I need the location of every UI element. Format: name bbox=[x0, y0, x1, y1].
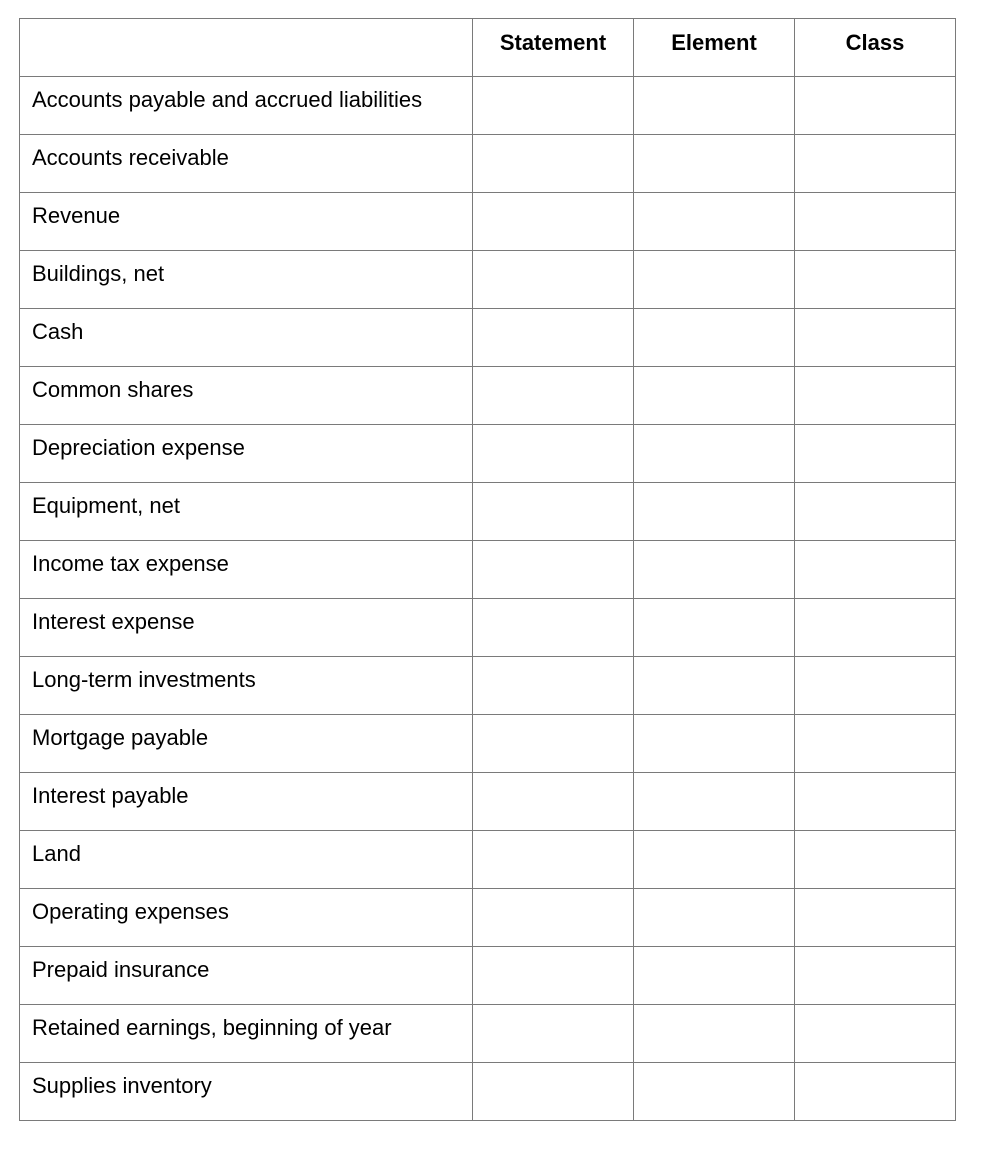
class-cell[interactable] bbox=[795, 251, 956, 309]
account-label: Supplies inventory bbox=[32, 1073, 212, 1098]
table-row bbox=[20, 193, 956, 251]
statement-cell[interactable] bbox=[473, 831, 634, 889]
element-cell[interactable] bbox=[634, 831, 795, 889]
statement-cell[interactable] bbox=[473, 889, 634, 947]
table-row bbox=[20, 425, 956, 483]
header-statement bbox=[473, 19, 634, 77]
class-cell[interactable] bbox=[795, 773, 956, 831]
element-cell[interactable] bbox=[634, 77, 795, 135]
element-cell[interactable] bbox=[634, 1005, 795, 1063]
account-cell bbox=[20, 773, 473, 831]
table-row bbox=[20, 831, 956, 889]
statement-cell[interactable] bbox=[473, 1005, 634, 1063]
account-label: Prepaid insurance bbox=[32, 957, 210, 982]
account-cell bbox=[20, 1063, 473, 1121]
class-cell[interactable] bbox=[795, 657, 956, 715]
element-cell[interactable] bbox=[634, 889, 795, 947]
statement-cell[interactable] bbox=[473, 135, 634, 193]
table-row bbox=[20, 1005, 956, 1063]
element-cell[interactable] bbox=[634, 367, 795, 425]
account-cell bbox=[20, 599, 473, 657]
header-account bbox=[20, 19, 473, 77]
class-cell[interactable] bbox=[795, 541, 956, 599]
statement-cell[interactable] bbox=[473, 657, 634, 715]
account-cell bbox=[20, 135, 473, 193]
account-cell bbox=[20, 657, 473, 715]
statement-cell[interactable] bbox=[473, 425, 634, 483]
account-cell bbox=[20, 251, 473, 309]
classification-table bbox=[19, 18, 956, 1121]
class-cell[interactable] bbox=[795, 889, 956, 947]
element-cell[interactable] bbox=[634, 135, 795, 193]
account-cell bbox=[20, 367, 473, 425]
table-row bbox=[20, 599, 956, 657]
table-row bbox=[20, 251, 956, 309]
table-row bbox=[20, 77, 956, 135]
header-account-label bbox=[20, 19, 472, 30]
class-cell[interactable] bbox=[795, 831, 956, 889]
statement-cell[interactable] bbox=[473, 309, 634, 367]
account-cell bbox=[20, 831, 473, 889]
table-row bbox=[20, 1063, 956, 1121]
statement-cell[interactable] bbox=[473, 715, 634, 773]
header-element-label: Element bbox=[671, 30, 757, 55]
statement-cell[interactable] bbox=[473, 193, 634, 251]
element-cell[interactable] bbox=[634, 715, 795, 773]
table-row bbox=[20, 483, 956, 541]
account-cell bbox=[20, 889, 473, 947]
account-cell bbox=[20, 1005, 473, 1063]
header-class bbox=[795, 19, 956, 77]
element-cell[interactable] bbox=[634, 309, 795, 367]
table-row bbox=[20, 367, 956, 425]
account-cell bbox=[20, 483, 473, 541]
element-cell[interactable] bbox=[634, 773, 795, 831]
account-cell bbox=[20, 309, 473, 367]
table-row bbox=[20, 773, 956, 831]
table-row bbox=[20, 657, 956, 715]
class-cell[interactable] bbox=[795, 715, 956, 773]
statement-cell[interactable] bbox=[473, 541, 634, 599]
account-label: Long-term investments bbox=[32, 667, 256, 692]
element-cell[interactable] bbox=[634, 483, 795, 541]
account-cell bbox=[20, 425, 473, 483]
account-label: Land bbox=[32, 841, 81, 866]
class-cell[interactable] bbox=[795, 599, 956, 657]
account-label: Interest payable bbox=[32, 783, 189, 808]
class-cell[interactable] bbox=[795, 77, 956, 135]
header-element bbox=[634, 19, 795, 77]
account-cell bbox=[20, 947, 473, 1005]
table-row bbox=[20, 541, 956, 599]
class-cell[interactable] bbox=[795, 947, 956, 1005]
element-cell[interactable] bbox=[634, 657, 795, 715]
statement-cell[interactable] bbox=[473, 947, 634, 1005]
class-cell[interactable] bbox=[795, 1063, 956, 1121]
class-cell[interactable] bbox=[795, 135, 956, 193]
class-cell[interactable] bbox=[795, 425, 956, 483]
account-cell bbox=[20, 541, 473, 599]
account-cell bbox=[20, 193, 473, 251]
class-cell[interactable] bbox=[795, 367, 956, 425]
class-cell[interactable] bbox=[795, 193, 956, 251]
element-cell[interactable] bbox=[634, 251, 795, 309]
account-label: Retained earnings, beginning of year bbox=[32, 1015, 392, 1040]
element-cell[interactable] bbox=[634, 599, 795, 657]
class-cell[interactable] bbox=[795, 483, 956, 541]
account-cell bbox=[20, 77, 473, 135]
account-label: Equipment, net bbox=[32, 493, 180, 518]
header-class-label: Class bbox=[845, 30, 905, 55]
table-body bbox=[20, 77, 956, 1121]
account-cell bbox=[20, 715, 473, 773]
account-label: Common shares bbox=[32, 377, 194, 402]
element-cell[interactable] bbox=[634, 1063, 795, 1121]
account-label: Mortgage payable bbox=[32, 725, 209, 750]
element-cell[interactable] bbox=[634, 947, 795, 1005]
table-row bbox=[20, 135, 956, 193]
element-cell[interactable] bbox=[634, 541, 795, 599]
statement-cell[interactable] bbox=[473, 251, 634, 309]
account-label: Accounts receivable bbox=[32, 145, 229, 170]
statement-cell[interactable] bbox=[473, 773, 634, 831]
account-label: Operating expenses bbox=[32, 899, 229, 924]
table-row bbox=[20, 309, 956, 367]
table-row bbox=[20, 889, 956, 947]
account-label: Buildings, net bbox=[32, 261, 165, 286]
account-label: Revenue bbox=[32, 203, 121, 228]
account-label: Cash bbox=[32, 319, 84, 344]
account-label: Income tax expense bbox=[32, 551, 229, 576]
table-row bbox=[20, 947, 956, 1005]
account-label: Accounts payable and accrued liabilities bbox=[32, 87, 423, 112]
statement-cell[interactable] bbox=[473, 599, 634, 657]
account-label: Interest expense bbox=[32, 609, 195, 634]
element-cell[interactable] bbox=[634, 425, 795, 483]
account-label: Depreciation expense bbox=[32, 435, 245, 460]
statement-cell[interactable] bbox=[473, 1063, 634, 1121]
class-cell[interactable] bbox=[795, 309, 956, 367]
statement-cell[interactable] bbox=[473, 483, 634, 541]
table-row bbox=[20, 715, 956, 773]
header-statement-label: Statement bbox=[499, 30, 607, 55]
class-cell[interactable] bbox=[795, 1005, 956, 1063]
header-row bbox=[20, 19, 956, 77]
statement-cell[interactable] bbox=[473, 367, 634, 425]
element-cell[interactable] bbox=[634, 193, 795, 251]
statement-cell[interactable] bbox=[473, 77, 634, 135]
